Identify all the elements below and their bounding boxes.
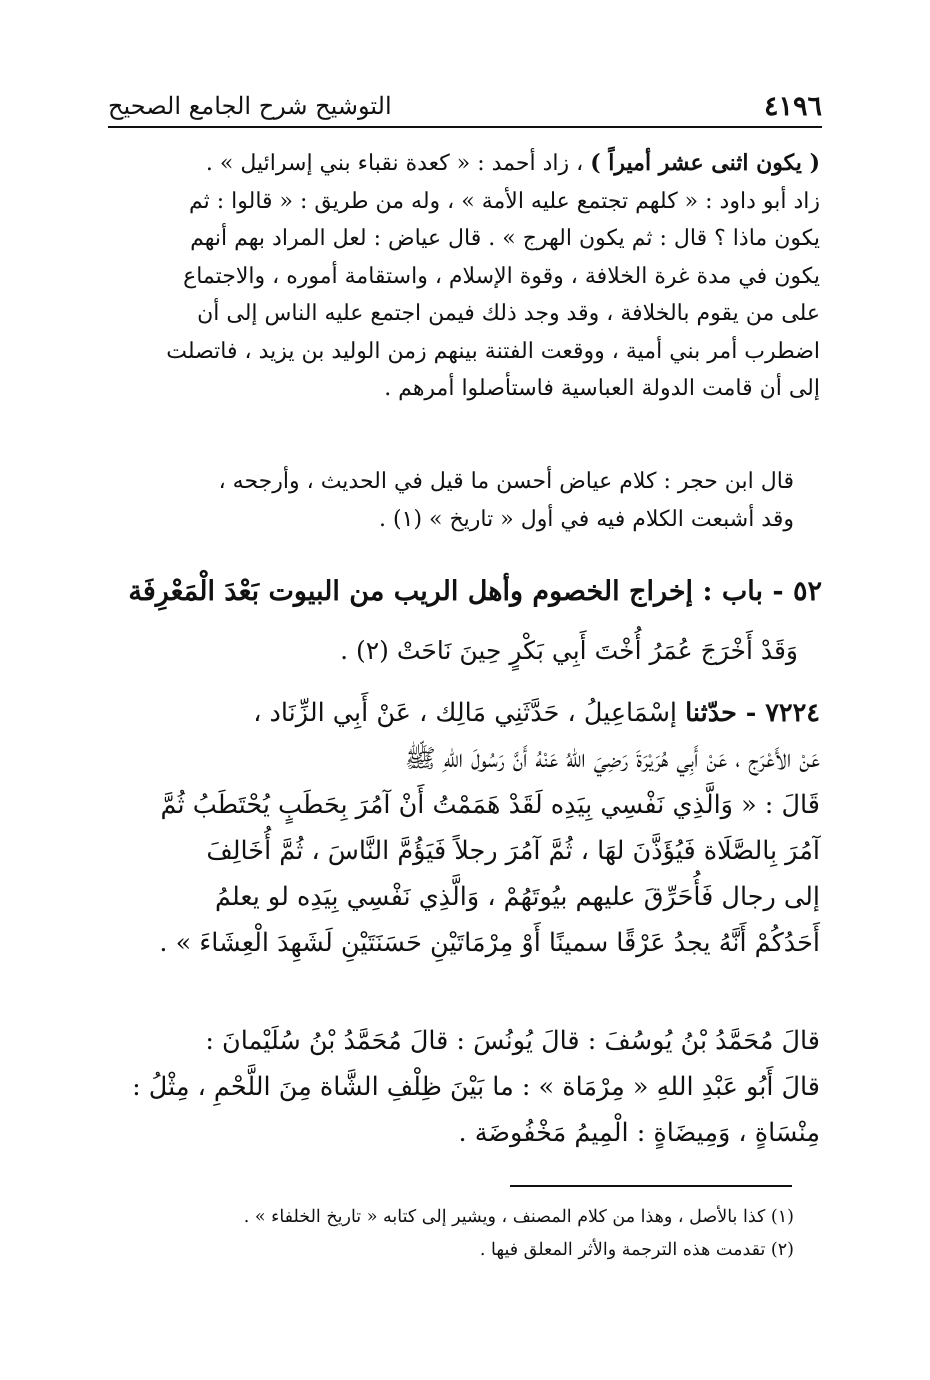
footnote: (١) كذا بالأصل ، وهذا من كلام المصنف ، ويشير إلى كتابه « تاريخ الخلفاء » . <box>243 1207 794 1227</box>
running-header <box>108 86 822 128</box>
page-number: ٤١٩٦ <box>763 91 822 122</box>
line-text: ، زاد أحمد : « كعدة نقباء بني إسرائيل » . <box>205 151 584 176</box>
commentary-text <box>108 1018 820 1156</box>
hadith-line: عَنْ الأَعْرَج ، عَنْ أَبِي هُرَيْرَةَ رَضِيَ اللهُ عَنْهُ أَنَّ رَسُولَ اللهِ ﷺ <box>404 744 820 774</box>
hadith-number: ٧٢٢٤ - حدّثنا <box>685 698 820 728</box>
paragraph-1 <box>108 145 820 408</box>
chapter-heading: ٥٢ - باب : إخراج الخصوم وأهل الريب من البيوت بَعْدَ الْمَعْرِفَة <box>128 576 822 607</box>
hadith-line: إلى رجال فَأُحَرِّقَ عليهم بيُوتَهُمْ ، وَالَّذِي نَفْسِي بِيَدِه لو يعلمُ <box>214 882 820 912</box>
paragraph-2 <box>108 463 794 538</box>
footnote-divider <box>510 1185 792 1187</box>
hadith-line: قَالَ : « وَالَّذِي نَفْسِي بِيَدِه لَقَدْ هَمَمْتُ أَنْ آمُرَ بِحَطَبٍ يُحْتَطَبُ ثُمَّ <box>160 790 820 820</box>
hadith-text <box>108 690 820 966</box>
hadith-line: أَحَدُكُمْ أَنَّهُ يجدُ عَرْقًا سمينًا أَوْ مِرْمَاتَيْنِ حَسَنَتَيْنِ لَشَهِدَ الْعِشَاءَ » . <box>159 928 820 958</box>
hadith-line <box>108 690 820 736</box>
bold-phrase: ( يكون اثنى عشر أميراً ) <box>590 150 820 176</box>
paragraph-line: يكون في مدة غرة الخلافة ، وقوة الإسلام ، واستقامة أموره ، والاجتماع <box>183 263 820 289</box>
paragraph-line: زاد أبو داود : « كلهم تجتمع عليه الأمة » ، وله من طريق : « قالوا : ثم <box>188 188 820 214</box>
chapter-subline: وَقَدْ أَخْرَجَ عُمَرُ أُخْتَ أَبِي بَكْرٍ حِينَ نَاحَتْ (٢) . <box>340 636 798 665</box>
paragraph-line: على من يقوم بالخلافة ، وقد وجد ذلك فيمن اجتمع عليه الناس إلى أن <box>197 301 820 326</box>
paragraph-line <box>108 145 820 183</box>
footnotes <box>108 1201 794 1267</box>
footnote: (٢) تقدمت هذه الترجمة والأثر المعلق فيها . <box>479 1240 794 1260</box>
paragraph-line: اضطرب أمر بني أمية ، ووقعت الفتنة بينهم زمن الوليد بن يزيد ، فاتصلت <box>166 338 820 364</box>
paragraph-line: إلى أن قامت الدولة العباسية فاستأصلوا أمرهم . <box>384 376 820 401</box>
line-text: إسْمَاعِيلُ ، حَدَّثَنِي مَالِك ، عَنْ أَبِي الزِّنَاد ، <box>253 698 678 728</box>
commentary-line: قالَ أَبُو عَبْدِ اللهِ « مِرْمَاة » : ما بَيْنَ ظِلْفِ الشَّاة مِنَ اللَّحْمِ ، مِثْلُ : <box>132 1072 820 1102</box>
commentary-line: قالَ مُحَمَّدُ بْنُ يُوسُفَ : قالَ يُونُسَ : قالَ مُحَمَّدُ بْنُ سُلَيْمانَ : <box>205 1026 820 1056</box>
book-title: التوشيح شرح الجامع الصحيح <box>108 92 392 120</box>
paragraph-line: قال ابن حجر : كلام عياض أحسن ما قيل في الحديث ، وأرجحه ، <box>218 469 794 494</box>
paragraph-line: وقد أشبعت الكلام فيه في أول « تاريخ » (١) . <box>379 506 794 532</box>
commentary-line: مِنْسَاةٍ ، وَمِيضَاةٍ : الْمِيمُ مَخْفُوضَة . <box>458 1118 820 1148</box>
paragraph-line: يكون ماذا ؟ قال : ثم يكون الهرج » . قال عياض : لعل المراد بهم أنهم <box>190 226 820 251</box>
hadith-line: آمُرَ بِالصَّلَاة فَيُؤَذَّنَ لهَا ، ثُمَّ آمُرَ رجلاً فَيَؤُمَّ النَّاسَ ، ثُمَّ أُخَالِفَ <box>206 836 820 866</box>
